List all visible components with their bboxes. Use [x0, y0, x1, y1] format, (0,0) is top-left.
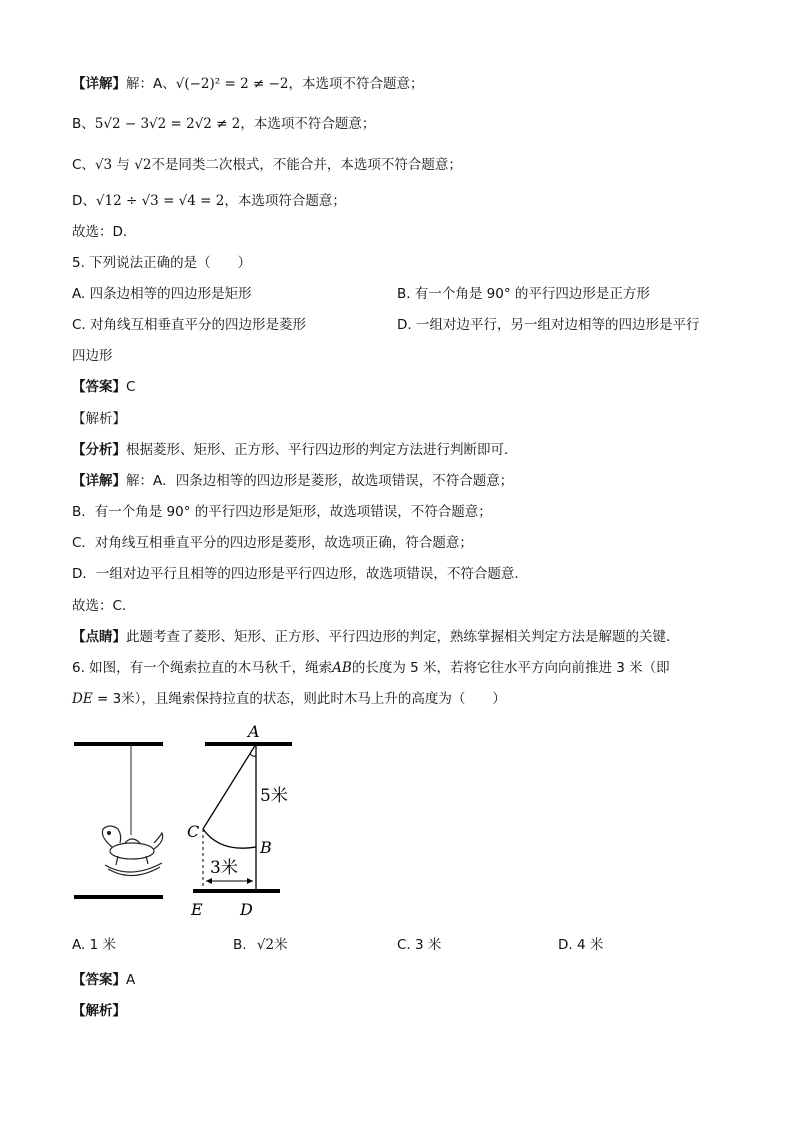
detail-tail: 不是同类二次根式，不能合并，本选项不符合题意； [151, 157, 462, 173]
q5-option-d: D. 一组对边平行，另一组对边相等的四边形是平行 [397, 317, 700, 333]
answer-label: 【答案】 [72, 379, 126, 395]
segment-ac-line [203, 744, 256, 829]
segment-de: DE [72, 691, 93, 707]
q5-stem: 5. 下列说法正确的是（ ） [72, 255, 252, 271]
arc-cb [203, 829, 256, 848]
q5-fenxi [72, 440, 518, 460]
stem-text: = 3米），且绳索保持拉直的状态，则此时木马上升的高度为（ ） [92, 691, 506, 707]
q5-option-d-continued: 四边形 [72, 348, 113, 364]
q5-option-c: C. 对角线互相垂直平分的四边形是菱形 [72, 317, 307, 333]
option-prefix: B、 [72, 116, 95, 132]
label-a: A [248, 725, 260, 741]
stem-text: 6. 如图，有一个绳索拉直的木马秋千，绳索 [72, 660, 333, 676]
detail-tail: ，本选项符合题意； [224, 193, 346, 209]
label-b: B [260, 838, 272, 857]
q5-detail-c: C．对角线互相垂直平分的四边形是菱形，故选项正确，符合题意； [72, 535, 473, 551]
detail-tail: ，本选项不符合题意； [288, 76, 424, 92]
q4-detail-line-a [72, 74, 423, 94]
q6-option-c: C. 3 米 [397, 937, 442, 953]
option-prefix: B. [233, 937, 247, 953]
q5-option-a: A. 四条边相等的四边形是矩形 [72, 286, 252, 302]
q5-detail-a [72, 471, 513, 491]
q5-answer [72, 377, 135, 397]
math-expression: √3 与 √2 [94, 157, 152, 173]
math-expression: √2 [256, 937, 275, 953]
q5-option-b: B. 有一个角是 90° 的平行四边形是正方形 [397, 286, 650, 302]
answer-label: 【答案】 [72, 972, 126, 988]
label-d: D [240, 900, 253, 915]
rocking-horse-icon [102, 826, 162, 876]
q4-detail-line-c [72, 155, 462, 175]
q5-analysis-label: 【解析】 [72, 411, 126, 427]
q6-option-b [233, 935, 288, 955]
math-expression: 5√2 − 3√2 = 2√2 ≠ 2 [94, 116, 241, 132]
answer-value: C [126, 379, 136, 395]
label-length-ed: 3米 [210, 858, 238, 878]
label-length-ab: 5米 [260, 786, 288, 806]
arrow-head-left [206, 878, 212, 884]
q5-conclusion: 故选：C． [72, 598, 136, 614]
q4-detail-line-b [72, 114, 375, 134]
q6-analysis-label: 【解析】 [72, 1003, 126, 1019]
q4-conclusion: 故选：D． [72, 224, 137, 240]
swing-figure [70, 725, 380, 915]
dianjing-text: 此题考查了菱形、矩形、正方形、平行四边形的判定，熟练掌握相关判定方法是解题的关键． [126, 629, 680, 645]
detail-text: 解：A、 [126, 76, 176, 92]
q5-dianjing [72, 627, 680, 647]
q6-option-d: D. 4 米 [558, 937, 604, 953]
q5-detail-b: B．有一个角是 90° 的平行四边形是矩形，故选项错误，不符合题意； [72, 504, 492, 520]
detail-label: 【详解】 [72, 76, 126, 92]
option-prefix: D、 [72, 193, 96, 209]
label-e: E [191, 900, 203, 915]
math-expression: √(−2)² = 2 ≠ −2 [175, 76, 289, 92]
segment-ab: AB [332, 660, 352, 676]
option-unit: 米 [274, 937, 288, 953]
q5-detail-d: D．一组对边平行且相等的四边形是平行四边形，故选项错误，不符合题意． [72, 566, 528, 582]
label-c: C [187, 822, 200, 841]
q6-option-a: A. 1 米 [72, 937, 116, 953]
option-prefix: C、 [72, 157, 95, 173]
angle-mark [250, 754, 256, 756]
answer-value: A [126, 972, 136, 988]
q4-detail-line-d [72, 191, 346, 211]
q6-answer [72, 970, 135, 990]
stem-text: 的长度为 5 米，若将它往水平方向向前推进 3 米（即 [351, 660, 670, 676]
detail-tail: ，本选项不符合题意； [240, 116, 376, 132]
fenxi-label: 【分析】 [72, 442, 126, 458]
detail-text: 解：A．四条边相等的四边形是菱形，故选项错误，不符合题意； [126, 473, 514, 489]
detail-label: 【详解】 [72, 473, 126, 489]
fenxi-text: 根据菱形、矩形、正方形、平行四边形的判定方法进行判断即可． [126, 442, 518, 458]
math-expression: √12 ÷ √3 = √4 = 2 [95, 193, 225, 209]
dianjing-label: 【点睛】 [72, 629, 126, 645]
arrow-head-right [247, 878, 253, 884]
q6-stem-line-1 [72, 658, 670, 678]
q6-stem-line-2 [72, 689, 506, 709]
